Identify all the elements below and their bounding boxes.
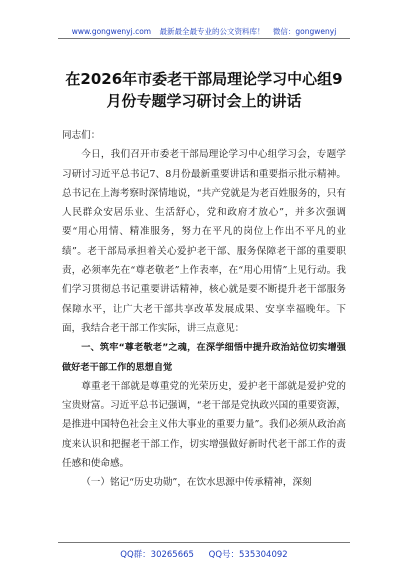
footer-qq-group: QQ群：30265665 <box>120 550 194 560</box>
header-slogan: 最新最全最专业的公文资料库！ <box>159 27 265 36</box>
subsection-heading: （一）铭记“历史功勋”，在饮水思源中传承精神，深刻 <box>81 477 312 489</box>
header-divider <box>58 38 350 39</box>
body-paragraph: 今日，我们召开市委老干部局理论学习中心组学习会，专题学习研讨习近平总书记7、8月份最新重要讲话和重要指示批示精神。总书记在上海考察时深情地说，“共产党就是为老百姓服务的，只有人民群众安居乐业、生活舒心，党和政府才放心”，并多次强调要“用心用情、精准服务，努力在平凡的岗位上作出不平凡的业绩”。老干部局承担着关心爱护老干部、服务保障老干部的重要职责，必须率先在“尊老敬老”上作表率，在“用心用情”上见行动。我们学习贯彻总书记重要讲话精神，核心就是要不断提升老干部服务保障水平，让广大老干部共享改革发展成果、安享幸福晚年。下面，我结合老干部工作实际，讲三点意见： <box>62 149 346 334</box>
document-title: 在2026年市委老干部局理论学习中心组9月份专题学习研讨会上的讲话 <box>65 70 343 110</box>
page-footer <box>0 548 408 560</box>
section-heading: 一、筑牢“尊老敬老”之魂，在深学细悟中提升政治站位切实增强做好老干部工作的思想自觉 <box>62 342 346 373</box>
footer-divider <box>58 542 350 543</box>
page-header <box>0 26 408 37</box>
footer-qq: QQ号：535304092 <box>208 550 288 560</box>
header-wechat: 微信：gongwenyj <box>272 27 337 36</box>
body-paragraph: 尊重老干部就是尊重党的光荣历史，爱护老干部就是爱护党的宝贵财富。习近平总书记强调，“老干部是党执政兴国的重要资源，是推进中国特色社会主义伟大事业的重要力量”。我们必须从政治高度来认识和把握老干部工作，切实增强做好新时代老干部工作的责任感和使命感。 <box>62 380 346 470</box>
salutation: 同志们： <box>62 130 101 141</box>
header-site-link[interactable]: www.gongwenyj.com <box>71 27 152 36</box>
document-body <box>62 126 346 493</box>
